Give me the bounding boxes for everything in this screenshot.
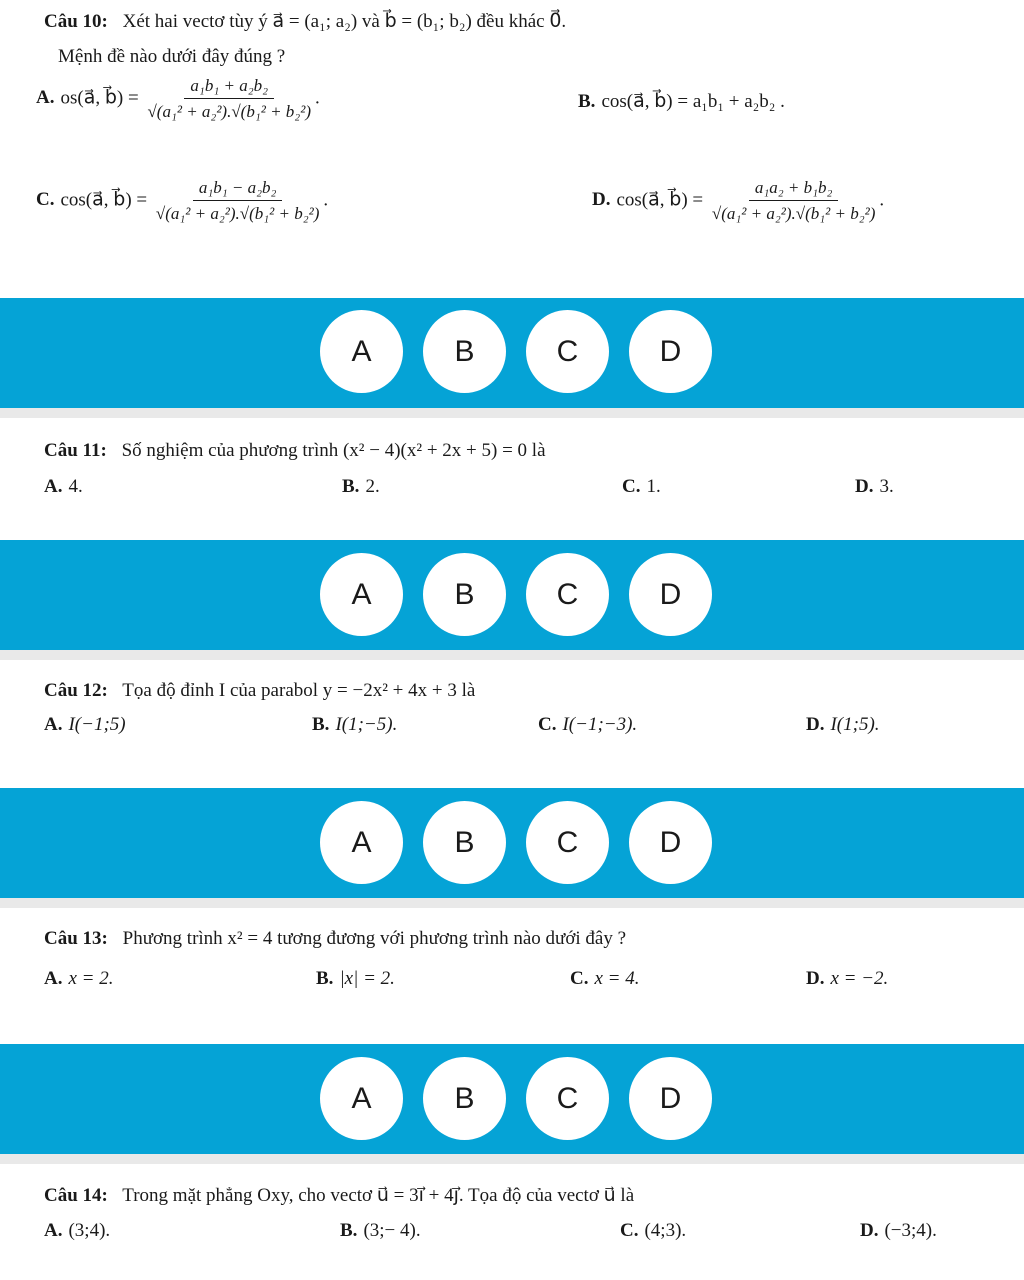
option-text: |x| = 2. [339,968,395,989]
answer-button-c[interactable]: C [526,553,609,636]
question-label: Câu 12: [44,680,108,701]
option-text: x = 2. [68,968,114,989]
answer-buttons [320,1057,712,1140]
answer-band-12 [0,788,1024,898]
answer-button-b[interactable]: B [423,310,506,393]
option-text: cos(a⃗, b⃗) = a₁b₁ + a₂b₂ . [601,91,785,112]
fraction [712,178,876,224]
question-13-text [44,928,626,950]
option-label: C. [622,476,641,497]
option-a: A. os(a⃗, b⃗) = $\frac{\text{a₁b₁ + a₂b₂}}{\text{√(a₁² + a₂²).√(b₁² + b₂²)}}$ . [36,76,320,121]
answer-buttons [320,801,712,884]
option-d [855,476,894,498]
option-d: D. cos(a⃗, b⃗) = $\frac{\text{a₁a₂ + b₁b₂}}{\text{√(a₁² + a₂²).√(b₁² + b₂²)}}$ . [592,178,885,223]
option-label: C. [620,1220,639,1241]
option-c: C. cos(a⃗, b⃗) = $\frac{\text{a₁b₁ − a₂b₂}}{\text{√(a₁² + a₂²).√(b₁² + b₂²)}}$ . [36,178,329,223]
question-label: Câu 13: [44,928,108,949]
numerator: a₁b₁ − a₂b₂ [193,178,283,201]
option-text: 3. [879,476,894,497]
answer-buttons [320,310,712,393]
option-a [44,476,83,498]
question-body: Trong mặt phẳng Oxy, cho vectơ u⃗ = 3i⃗ + 4j⃗. Tọa độ của vectơ u⃗ là [122,1185,635,1206]
question-body: Tọa độ đỉnh I của parabol y = −2x² + 4x + 3 là [122,680,476,701]
answer-button-a[interactable]: A [320,553,403,636]
option-label: B. [316,968,334,989]
option-label: B. [342,476,360,497]
answer-button-d[interactable]: D [629,553,712,636]
option-text: x = −2. [830,968,889,989]
answer-band-11 [0,540,1024,650]
numerator: a₁b₁ + a₂b₂ [184,76,274,99]
option-a [44,714,126,736]
option-label: D. [806,968,825,989]
option-label: A. [36,87,55,109]
option-c [622,476,661,498]
option-b [578,90,785,113]
option-text: I(1;5). [830,714,880,735]
answer-button-c[interactable]: C [526,310,609,393]
option-text: (4;3). [644,1220,687,1241]
option-b [312,714,397,736]
option-text: 1. [646,476,661,497]
option-b [316,968,395,990]
option-label: D. [806,714,825,735]
option-text: I(−1;−3). [562,714,638,735]
denominator: √(a₁² + a₂²).√(b₁² + b₂²) [147,102,311,121]
option-d [806,968,888,990]
question-card-11 [0,418,1024,540]
option-label: C. [538,714,557,735]
option-label: A. [44,1220,63,1241]
option-a [44,1220,110,1242]
option-label: A. [44,476,63,497]
option-text: I(1;−5). [335,714,398,735]
answer-button-a[interactable]: A [320,801,403,884]
option-c [620,1220,686,1242]
option-label: C. [36,189,55,211]
question-card-13 [0,908,1024,1044]
option-label: A. [44,968,63,989]
question-body: Số nghiệm của phương trình (x² − 4)(x² + 2x + 5) = 0 là [121,440,546,461]
formula-lhs: cos(a⃗, b⃗) = [60,189,148,211]
question-body: Xét hai vectơ tùy ý a⃗ = (a₁; a₂) và b⃗ = (b₁; b₂) đều khác 0⃗. [122,11,567,32]
question-12-text [44,680,475,702]
formula-lhs: cos(a⃗, b⃗) = [616,189,704,211]
option-label: D. [860,1220,879,1241]
question-10-text [44,10,566,33]
option-b [342,476,380,498]
answer-button-d[interactable]: D [629,1057,712,1140]
answer-button-c[interactable]: C [526,1057,609,1140]
option-label: D. [855,476,874,497]
question-card-10 [0,0,1024,298]
option-c [538,714,637,736]
question-label: Câu 10: [44,11,108,32]
answer-button-a[interactable]: A [320,1057,403,1140]
option-c [570,968,640,990]
question-card-12 [0,660,1024,788]
option-text: 4. [68,476,83,497]
option-text: x = 4. [594,968,640,989]
question-10-subtext: Mệnh đề nào dưới đây đúng ? [58,46,286,67]
option-text: (3;− 4). [363,1220,421,1241]
denominator: √(a₁² + a₂²).√(b₁² + b₂²) [711,204,876,223]
question-body: Phương trình x² = 4 tương đương với phương trình nào dưới đây ? [122,928,627,949]
fraction [156,178,320,224]
answer-button-b[interactable]: B [423,1057,506,1140]
option-label: B. [340,1220,358,1241]
option-label: D. [592,189,611,211]
question-label: Câu 14: [44,1185,108,1206]
fraction [147,76,311,122]
question-card-14 [0,1164,1024,1280]
option-d [860,1220,937,1242]
answer-buttons [320,553,712,636]
answer-band-10 [0,298,1024,408]
answer-button-c[interactable]: C [526,801,609,884]
option-label: B. [578,91,596,112]
question-14-text [44,1184,634,1207]
option-label: C. [570,968,589,989]
answer-button-b[interactable]: B [423,801,506,884]
question-label: Câu 11: [44,440,107,461]
denominator: √(a₁² + a₂²).√(b₁² + b₂²) [155,204,320,223]
question-11-text [44,440,546,462]
option-text: I(−1;5) [68,714,126,735]
answer-button-d[interactable]: D [629,310,712,393]
option-b [340,1220,421,1242]
answer-button-b[interactable]: B [423,553,506,636]
option-d [806,714,880,736]
formula-lhs: os(a⃗, b⃗) = [60,87,139,109]
option-text: (3;4). [68,1220,111,1241]
option-label: A. [44,714,63,735]
answer-button-d[interactable]: D [629,801,712,884]
numerator: a₁a₂ + b₁b₂ [749,178,839,201]
answer-band-13 [0,1044,1024,1154]
option-text: (−3;4). [884,1220,937,1241]
option-text: 2. [365,476,380,497]
option-a [44,968,114,990]
option-label: B. [312,714,330,735]
answer-button-a[interactable]: A [320,310,403,393]
